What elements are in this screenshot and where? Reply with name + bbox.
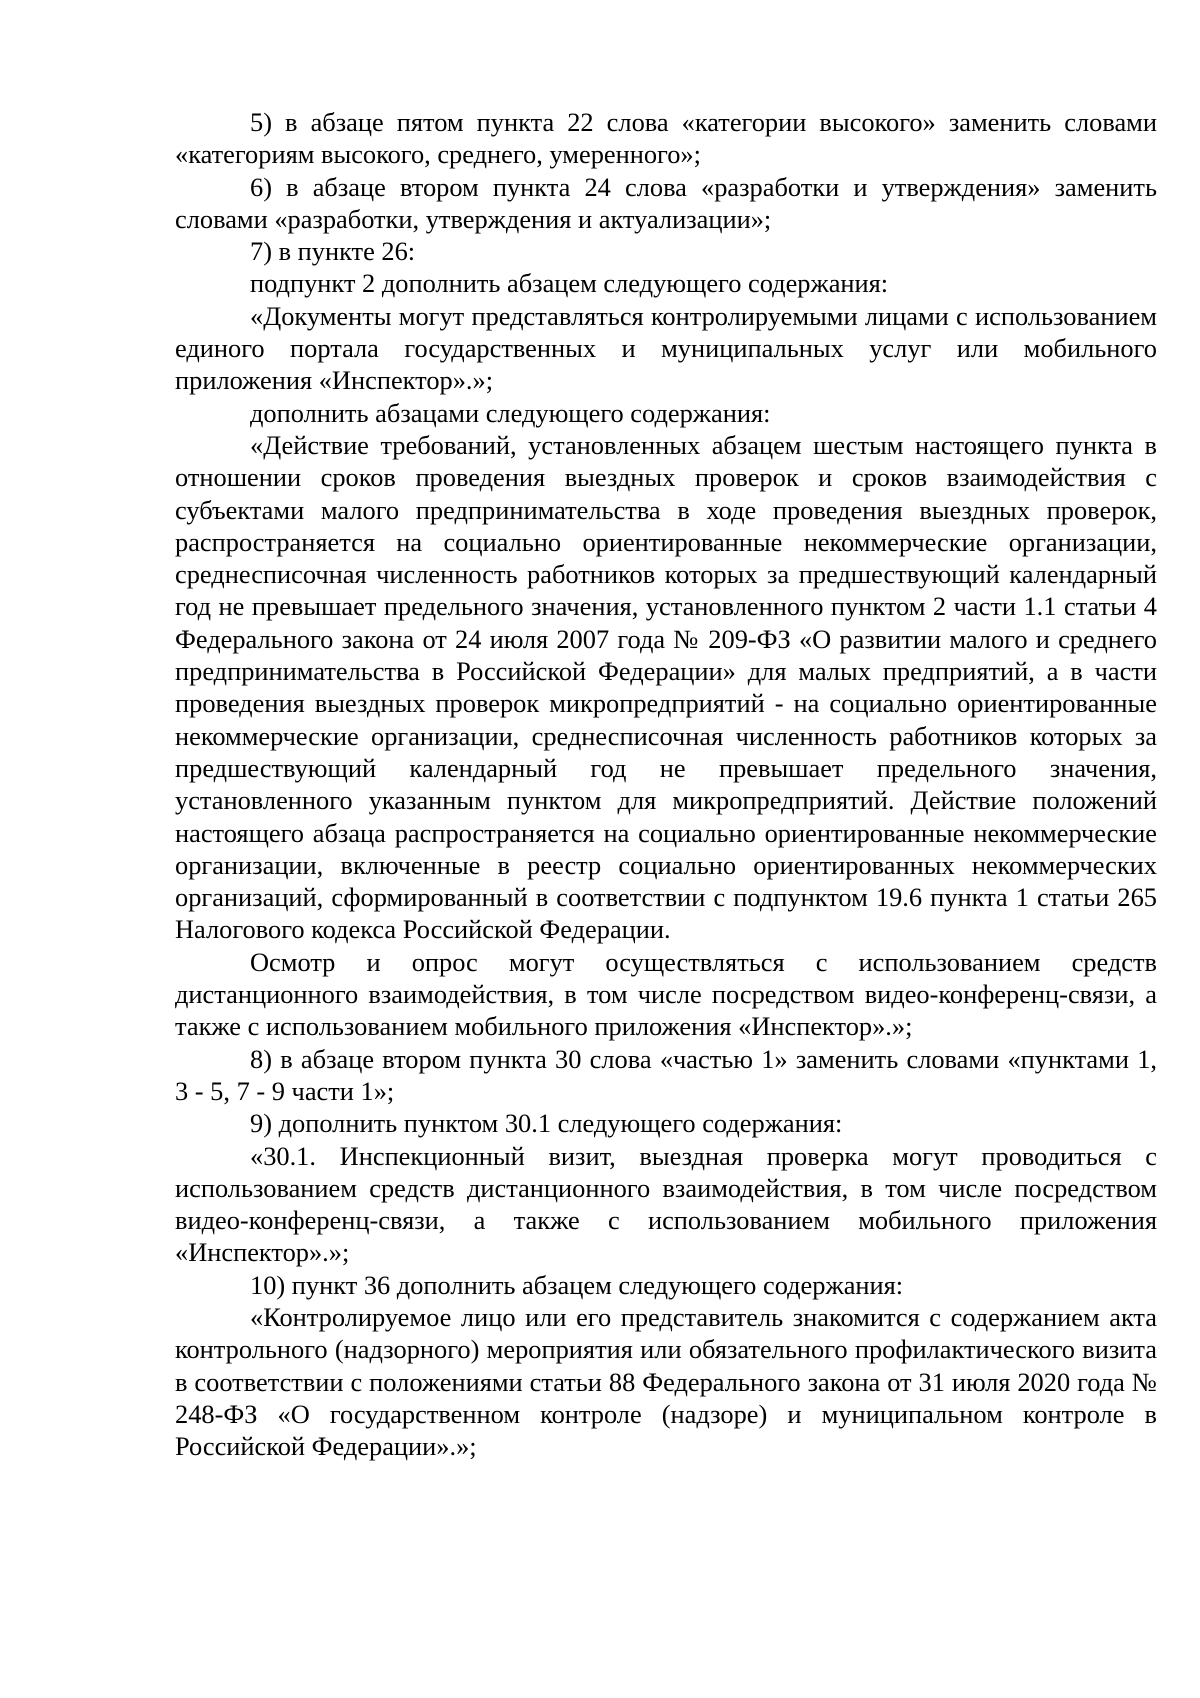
paragraph-quote-documents: «Документы могут представляться контролируемыми лицами с использованием единого портала государственных и муниципальных услуг или мобильного приложения «Инспектор».»;	[175, 300, 1157, 396]
paragraph-item-10: 10) пункт 36 дополнить абзацем следующего содержания:	[250, 1269, 904, 1300]
paragraph-quote-controlled-person: «Контролируемое лицо или его представитель знакомится с содержанием акта контрольного (надзорного) мероприятия или обязательного профилактического визита в соответствии с положениями статьи 88 Федерального закона от 31 июля 2020 года № 248-ФЗ «О государственном контроле (надзоре) и муниципальном контроле в Российской Федерации».»;	[175, 1301, 1157, 1462]
paragraph-item-9: 9) дополнить пунктом 30.1 следующего содержания:	[250, 1108, 843, 1139]
paragraph-item-7: 7) в пункте 26:	[250, 236, 416, 267]
paragraph-subitem-2: подпункт 2 дополнить абзацем следующего содержания:	[250, 268, 889, 299]
paragraph-item-8: 8) в абзаце втором пункта 30 слова «частью 1» заменить словами «пунктами 1, 3 - 5, 7 - 9 части 1»;	[175, 1043, 1157, 1106]
paragraph-add-paragraphs: дополнить абзацами следующего содержания:	[250, 397, 771, 428]
document-page	[175, 106, 1157, 1462]
paragraph-item-6: 6) в абзаце втором пункта 24 слова «разработки и утверждения» заменить словами «разработки, утверждения и актуализации»;	[175, 171, 1157, 234]
paragraph-inspection-survey: Осмотр и опрос могут осуществляться с использованием средств дистанционного взаимодействия, в том числе посредством видео-конференц-связи, а также с использованием мобильного приложения «Инспектор».»;	[175, 946, 1157, 1042]
paragraph-item-5: 5) в абзаце пятом пункта 22 слова «категории высокого» заменить словами «категориям высокого, среднего, умеренного»;	[175, 107, 1157, 170]
paragraph-quote-requirements: «Действие требований, установленных абзацем шестым настоящего пункта в отношении сроков проведения выездных проверок и сроков взаимодействия с субъектами малого предпринимательства в ходе проведения выездных проверок, распространяется на социально ориентированные некоммерческие организации, среднесписочная численность работников которых за предшествующий календарный год не превышает предельного значения, установленного пунктом 2 части 1.1 статьи 4 Федерального закона от 24 июля 2007 года № 209-ФЗ «О развитии малого и среднего предпринимательства в Российской Федерации» для малых предприятий, а в части проведения выездных проверок микропредприятий - на социально ориентированные некоммерческие организации, среднесписочная численность работников которых за предшествующий календарный год не превышает предельного значения, установленного указанным пунктом для микропредприятий. Действие положений настоящего абзаца распространяется на социально ориентированные некоммерческие организации, включенные в реестр социально ориентированных некоммерческих организаций, сформированный в соответствии с подпунктом 19.6 пункта 1 статьи 265 Налогового кодекса Российской Федерации.	[175, 429, 1157, 945]
paragraph-quote-30-1: «30.1. Инспекционный визит, выездная проверка могут проводиться с использованием средств дистанционного взаимодействия, в том числе посредством видео-конференц-связи, а также с использованием мобильного приложения «Инспектор».»;	[175, 1140, 1157, 1268]
